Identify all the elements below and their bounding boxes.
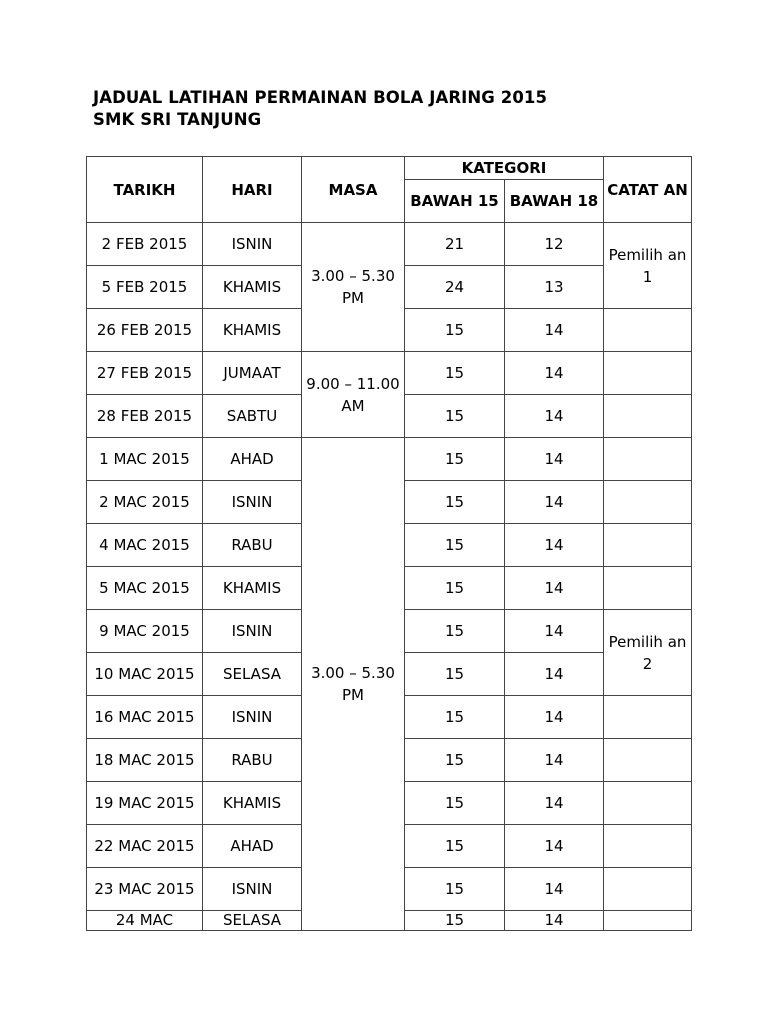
- cell-tarikh: 10 MAC 2015: [87, 653, 203, 696]
- cell-catatan: [604, 868, 692, 911]
- cell-bawah-18: 13: [505, 266, 604, 309]
- cell-tarikh: 27 FEB 2015: [87, 352, 203, 395]
- cell-tarikh: 19 MAC 2015: [87, 782, 203, 825]
- cell-tarikh: 9 MAC 2015: [87, 610, 203, 653]
- cell-tarikh: 23 MAC 2015: [87, 868, 203, 911]
- cell-masa: 3.00 – 5.30 PM: [302, 223, 405, 352]
- cell-bawah-18: 14: [505, 911, 604, 931]
- cell-bawah-15: 15: [405, 610, 505, 653]
- training-schedule-table: [86, 156, 692, 931]
- cell-bawah-18: 14: [505, 782, 604, 825]
- cell-bawah-15: 15: [405, 782, 505, 825]
- cell-hari: SELASA: [203, 911, 302, 931]
- cell-catatan: [604, 524, 692, 567]
- cell-bawah-15: 15: [405, 567, 505, 610]
- cell-catatan: [604, 352, 692, 395]
- cell-bawah-18: 14: [505, 395, 604, 438]
- cell-bawah-15: 15: [405, 696, 505, 739]
- header-hari: HARI: [203, 157, 302, 223]
- cell-tarikh: 4 MAC 2015: [87, 524, 203, 567]
- cell-bawah-18: 14: [505, 653, 604, 696]
- cell-tarikh: 5 MAC 2015: [87, 567, 203, 610]
- cell-bawah-18: 14: [505, 309, 604, 352]
- cell-catatan: [604, 696, 692, 739]
- cell-bawah-15: 15: [405, 911, 505, 931]
- cell-bawah-15: 24: [405, 266, 505, 309]
- cell-catatan: [604, 309, 692, 352]
- cell-bawah-18: 14: [505, 438, 604, 481]
- cell-bawah-18: 14: [505, 610, 604, 653]
- table-row: [87, 223, 692, 266]
- cell-hari: KHAMIS: [203, 782, 302, 825]
- cell-bawah-18: 14: [505, 524, 604, 567]
- document-title: JADUAL LATIHAN PERMAINAN BOLA JARING 2015: [93, 88, 548, 107]
- cell-tarikh: 24 MAC: [87, 911, 203, 931]
- cell-bawah-15: 15: [405, 653, 505, 696]
- cell-tarikh: 18 MAC 2015: [87, 739, 203, 782]
- cell-tarikh: 26 FEB 2015: [87, 309, 203, 352]
- cell-catatan: [604, 911, 692, 931]
- cell-hari: SABTU: [203, 395, 302, 438]
- cell-bawah-18: 14: [505, 868, 604, 911]
- header-tarikh: TARIKH: [87, 157, 203, 223]
- cell-hari: KHAMIS: [203, 309, 302, 352]
- cell-tarikh: 2 FEB 2015: [87, 223, 203, 266]
- cell-hari: RABU: [203, 524, 302, 567]
- cell-hari: KHAMIS: [203, 266, 302, 309]
- table-row: [87, 352, 692, 395]
- cell-hari: ISNIN: [203, 696, 302, 739]
- cell-tarikh: 22 MAC 2015: [87, 825, 203, 868]
- cell-bawah-15: 21: [405, 223, 505, 266]
- cell-hari: ISNIN: [203, 610, 302, 653]
- cell-hari: JUMAAT: [203, 352, 302, 395]
- cell-bawah-15: 15: [405, 825, 505, 868]
- cell-catatan: [604, 395, 692, 438]
- cell-bawah-15: 15: [405, 524, 505, 567]
- cell-catatan: [604, 782, 692, 825]
- cell-bawah-15: 15: [405, 868, 505, 911]
- school-name: SMK SRI TANJUNG: [93, 110, 262, 129]
- cell-hari: RABU: [203, 739, 302, 782]
- cell-bawah-18: 14: [505, 739, 604, 782]
- cell-bawah-18: 14: [505, 696, 604, 739]
- table-row: [87, 438, 692, 481]
- cell-bawah-18: 12: [505, 223, 604, 266]
- cell-masa: 9.00 – 11.00 AM: [302, 352, 405, 438]
- cell-catatan: [604, 739, 692, 782]
- cell-catatan: Pemilih an 1: [604, 223, 692, 309]
- cell-hari: ISNIN: [203, 868, 302, 911]
- cell-bawah-15: 15: [405, 395, 505, 438]
- cell-bawah-15: 15: [405, 309, 505, 352]
- cell-tarikh: 2 MAC 2015: [87, 481, 203, 524]
- cell-bawah-18: 14: [505, 825, 604, 868]
- header-catatan: CATAT AN: [604, 157, 692, 223]
- header-bawah-15: BAWAH 15: [405, 180, 505, 223]
- cell-catatan: [604, 567, 692, 610]
- cell-bawah-15: 15: [405, 352, 505, 395]
- cell-tarikh: 1 MAC 2015: [87, 438, 203, 481]
- cell-hari: SELASA: [203, 653, 302, 696]
- cell-bawah-15: 15: [405, 739, 505, 782]
- cell-bawah-18: 14: [505, 481, 604, 524]
- header-kategori: KATEGORI: [405, 157, 604, 180]
- cell-hari: AHAD: [203, 438, 302, 481]
- cell-hari: ISNIN: [203, 223, 302, 266]
- header-bawah-18: BAWAH 18: [505, 180, 604, 223]
- cell-hari: ISNIN: [203, 481, 302, 524]
- cell-tarikh: 28 FEB 2015: [87, 395, 203, 438]
- header-masa: MASA: [302, 157, 405, 223]
- schedule-body: [87, 223, 692, 931]
- cell-catatan: [604, 825, 692, 868]
- cell-bawah-18: 14: [505, 567, 604, 610]
- cell-hari: AHAD: [203, 825, 302, 868]
- cell-tarikh: 16 MAC 2015: [87, 696, 203, 739]
- cell-bawah-15: 15: [405, 481, 505, 524]
- cell-bawah-18: 14: [505, 352, 604, 395]
- cell-catatan: [604, 438, 692, 481]
- cell-bawah-15: 15: [405, 438, 505, 481]
- cell-tarikh: 5 FEB 2015: [87, 266, 203, 309]
- cell-hari: KHAMIS: [203, 567, 302, 610]
- cell-catatan: [604, 481, 692, 524]
- cell-masa: 3.00 – 5.30 PM: [302, 438, 405, 931]
- cell-catatan: Pemilih an 2: [604, 610, 692, 696]
